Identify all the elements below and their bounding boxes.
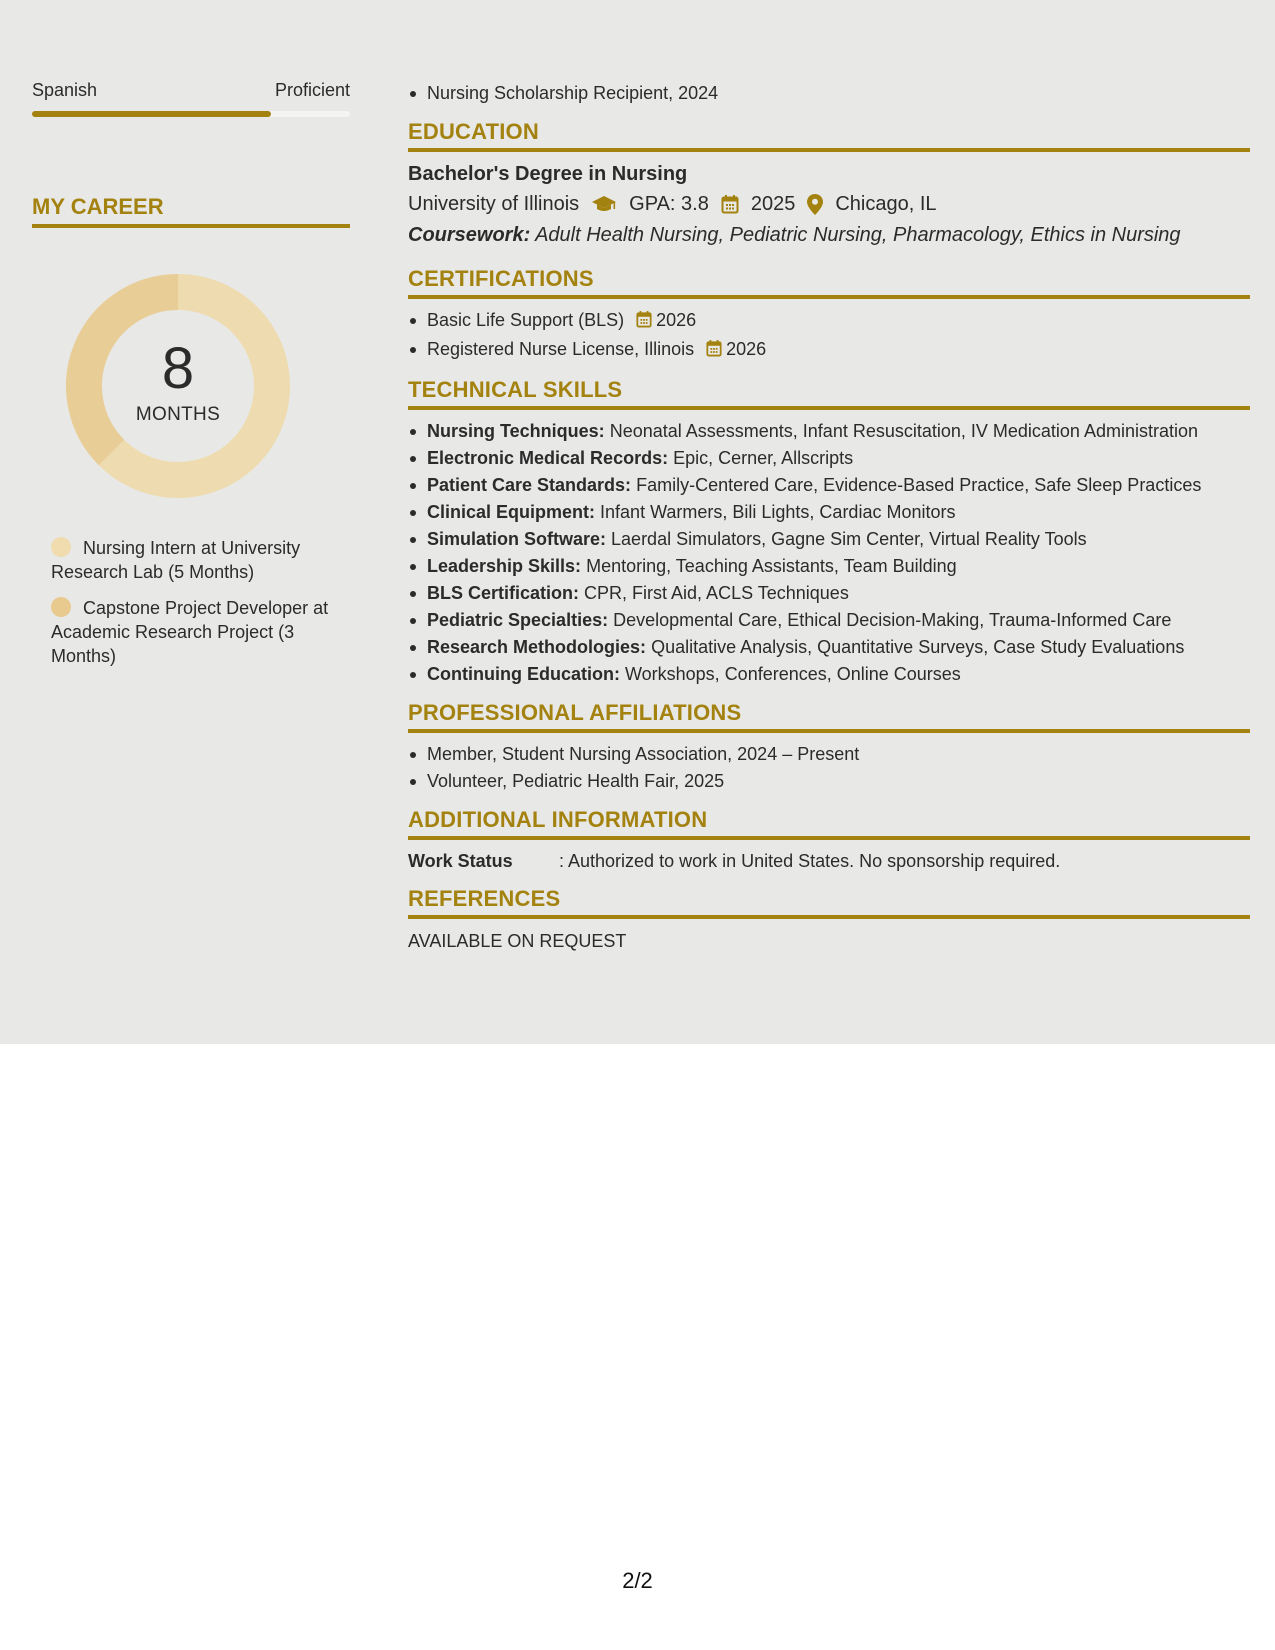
certifications-heading: CERTIFICATIONS: [408, 266, 1250, 299]
degree-title: Bachelor's Degree in Nursing: [408, 163, 688, 185]
skill-text: Epic, Cerner, Allscripts: [673, 448, 854, 468]
skill-label: Patient Care Standards:: [427, 475, 632, 495]
gpa: GPA: 3.8: [629, 193, 709, 215]
school-location: Chicago, IL: [835, 193, 937, 215]
legend-item: [51, 596, 341, 668]
list-item: [408, 580, 1250, 607]
language-item: [32, 80, 350, 117]
list-item: Nursing Scholarship Recipient, 2024: [408, 80, 1250, 107]
calendar-icon: [636, 309, 652, 336]
legend-item: [51, 536, 341, 584]
cert-name: Registered Nurse License, Illinois: [427, 339, 695, 359]
skill-text: CPR, First Aid, ACLS Techniques: [584, 583, 849, 603]
career-legend: [51, 536, 341, 680]
education-entry: [408, 160, 1250, 250]
skills-list: [408, 418, 1250, 688]
skill-label: Leadership Skills:: [427, 556, 582, 576]
affiliations-list: [408, 741, 1250, 795]
skill-text: Laerdal Simulators, Gagne Sim Center, Virtual Reality Tools: [611, 529, 1087, 549]
career-donut-chart: [66, 274, 290, 498]
language-level: Proficient: [274, 80, 350, 100]
affiliations-heading: PROFESSIONAL AFFILIATIONS: [408, 700, 1250, 733]
list-item: [408, 553, 1250, 580]
skill-text: Family-Centered Care, Evidence-Based Practice, Safe Sleep Practices: [636, 475, 1202, 495]
legend-label: Nursing Intern at University Research Lab (5 Months): [51, 538, 301, 582]
skill-text: Infant Warmers, Bili Lights, Cardiac Monitors: [600, 502, 956, 522]
awards-list: [408, 80, 1250, 107]
language-name: Spanish: [32, 80, 98, 100]
additional-info-heading: ADDITIONAL INFORMATION: [408, 807, 1250, 840]
skill-text: Qualitative Analysis, Quantitative Surveys, Case Study Evaluations: [651, 637, 1185, 657]
skill-label: Research Methodologies:: [427, 637, 647, 657]
career-total-value: 8: [161, 336, 195, 401]
skill-text: Developmental Care, Ethical Decision-Making, Trauma-Informed Care: [613, 610, 1172, 630]
graduation-cap-icon: [591, 194, 617, 214]
cert-name: Basic Life Support (BLS): [427, 310, 625, 330]
skill-label: Pediatric Specialties:: [427, 610, 609, 630]
education-heading: EDUCATION: [408, 119, 1250, 152]
work-status-row: [408, 848, 1250, 874]
coursework-label: Coursework:: [408, 224, 531, 246]
cert-year: 2026: [656, 310, 697, 330]
skill-label: Continuing Education:: [427, 664, 620, 684]
calendar-icon: [706, 338, 722, 365]
references-text: AVAILABLE ON REQUEST: [408, 931, 627, 951]
skill-text: Workshops, Conferences, Online Courses: [624, 664, 961, 684]
list-item: [408, 634, 1250, 661]
graduation-year: 2025: [750, 193, 796, 215]
skill-label: Electronic Medical Records:: [427, 448, 669, 468]
certifications-list: [408, 307, 1250, 365]
work-status-text: : Authorized to work in United States. No sponsorship required.: [559, 851, 1061, 871]
legend-dot: [51, 537, 71, 557]
list-item: Volunteer, Pediatric Health Fair, 2025: [408, 768, 1250, 795]
skill-text: Mentoring, Teaching Assistants, Team Building: [586, 556, 957, 576]
list-item: [408, 526, 1250, 553]
skill-label: Simulation Software:: [427, 529, 607, 549]
skill-text: Neonatal Assessments, Infant Resuscitation, IV Medication Administration: [609, 421, 1198, 441]
sidebar: [32, 80, 350, 666]
career-heading: MY CAREER: [32, 194, 350, 228]
main-content: [408, 80, 1250, 955]
list-item: [408, 661, 1250, 688]
list-item: [408, 336, 1250, 365]
skill-label: Nursing Techniques:: [427, 421, 605, 441]
list-item: [408, 445, 1250, 472]
school-name: University of Illinois: [408, 193, 580, 215]
list-item: [408, 499, 1250, 526]
language-proficiency-bar: [32, 111, 350, 117]
list-item: [408, 607, 1250, 634]
language-proficiency-fill: [32, 111, 271, 117]
cert-year: 2026: [726, 339, 767, 359]
coursework-list: Adult Health Nursing, Pediatric Nursing, Pharmacology, Ethics in Nursing: [535, 224, 1181, 246]
list-item: [408, 307, 1250, 336]
references-heading: REFERENCES: [408, 886, 1250, 919]
legend-dot: [51, 597, 71, 617]
list-item: [408, 472, 1250, 499]
career-total-unit: MONTHS: [135, 404, 221, 425]
calendar-icon: [721, 194, 739, 214]
skill-label: Clinical Equipment:: [427, 502, 596, 522]
legend-label: Capstone Project Developer at Academic Research Project (3 Months): [51, 598, 329, 666]
technical-skills-heading: TECHNICAL SKILLS: [408, 377, 1250, 410]
list-item: Member, Student Nursing Association, 2024 – Present: [408, 741, 1250, 768]
location-pin-icon: [807, 194, 823, 215]
skill-label: BLS Certification:: [427, 583, 580, 603]
list-item: [408, 418, 1250, 445]
work-status-label: Work Status: [408, 851, 513, 871]
page-number: 2/2: [622, 1568, 653, 1593]
